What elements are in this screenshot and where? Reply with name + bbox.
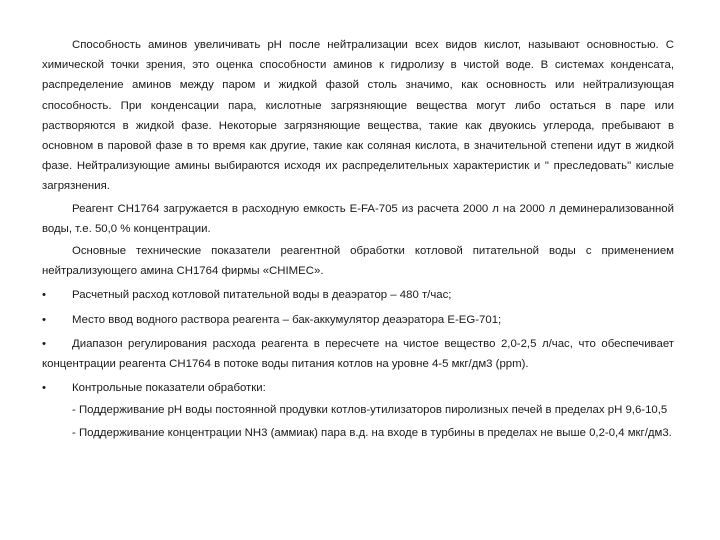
paragraph-technical-indicators: Основные технические показатели реагентной обработки котловой питательной воды с применением нейтрализующего амина CH1764 фирмы «CHIMEC».	[42, 245, 674, 278]
bullet-text: Расчетный расход котловой питательной воды в деаэратор – 480 т/час;	[72, 289, 452, 302]
bullet-marker: •	[42, 382, 46, 395]
bullet-text: Диапазон регулирования расхода реагента в пересчете на чистое вещество 2,0-2,5 л/час, что обеспечивает концентрации реагента CH1764 в потоке воды питания котлов на уровне 4-5 мкг/дм3 (ppm).	[42, 337, 674, 371]
bullet-marker: •	[42, 337, 46, 350]
bullet-item-control-indicators	[42, 378, 674, 398]
bullet-marker: •	[42, 313, 46, 326]
subitem-ph-range: - Поддерживание pH воды постоянной продувки котлов-утилизаторов пиролизных печей в пределах pH 9,6-10,5	[72, 404, 668, 417]
bullet-item-injection-point	[42, 310, 674, 330]
bullet-item-feedwater-flow	[42, 285, 674, 305]
bullet-text: Место ввод водного раствора реагента – бак-аккумулятор деаэратора E-EG-701;	[72, 313, 502, 326]
bullet-marker: •	[42, 289, 46, 302]
subitem-ammonia-concentration: - Поддерживание концентрации NH3 (аммиак) пара в.д. на входе в турбины в пределах не выше 0,2-0,4 мкг/дм3.	[72, 426, 672, 439]
paragraph-reagent-loading: Реагент CH1764 загружается в расходную емкость E-FA-705 из расчета 2000 л на 2000 л деминерализованной воды, т.е. 50,0 % концентрации.	[42, 202, 674, 235]
bullet-text: Контрольные показатели обработки:	[72, 382, 266, 395]
document-body	[42, 35, 674, 443]
bullet-item-dosing-range	[42, 334, 674, 374]
paragraph-amines-basicity: Способность аминов увеличивать pH после нейтрализации всех видов кислот, называют основностью. С химической точки зрения, это оценка способности аминов к гидролизу в чистой воде. В системах конденсата, распределение аминов между паром и жидкой фазой столь значимо, как основность или нейтрализующая способность. При конденсации пара, кислотные загрязняющие вещества могут либо остаться в паре или растворяются в жидкой фазе. Некоторые загрязняющие вещества, такие как двуокись углерода, пребывают в основном в паровой фазе в то время как другие, такие как соляная кислота, в значительной степени идут в жидкой фазе. Нейтрализующие амины выбираются исходя их распределительных характеристик и " преследовать" кислые загрязнения.	[42, 39, 674, 193]
